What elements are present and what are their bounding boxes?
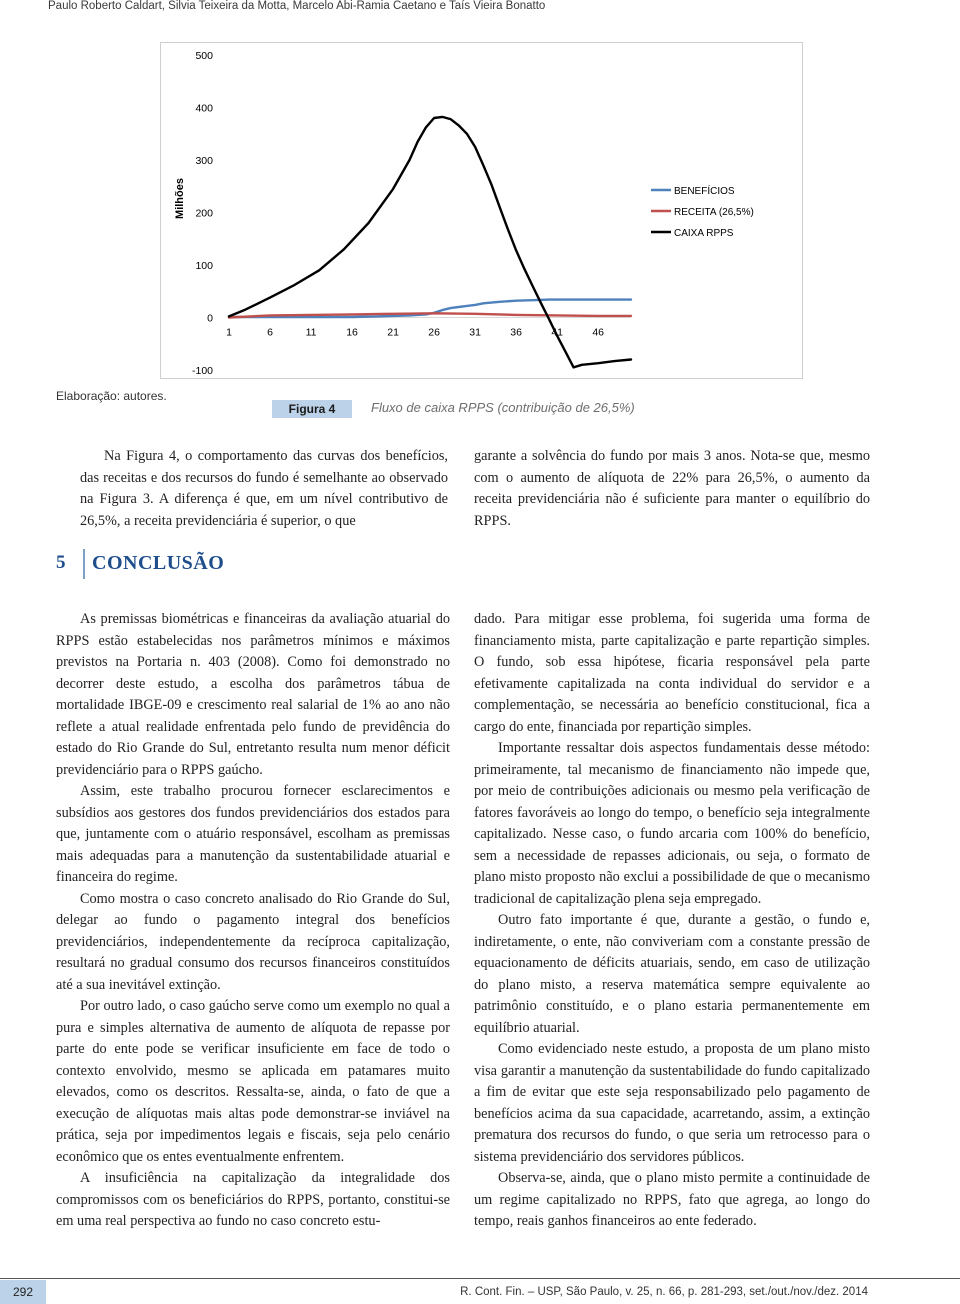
y-tick-label: 0 <box>207 312 213 325</box>
x-tick-label: 36 <box>510 326 522 339</box>
paragraph: Assim, este trabalho procurou fornecer esclarecimentos e subsídios aos gestores dos fundos previdenciários dos estados para que, juntamente com o atuário responsável, escolham as premissas mais adequadas para a manutenção da sustentabilidade atuarial e financeira do regime. <box>56 783 450 885</box>
y-tick-label: -100 <box>191 365 213 377</box>
section-divider <box>83 549 85 579</box>
y-tick-label: 100 <box>195 260 213 272</box>
paragraph: Observa-se, ainda, que o plano misto permite a continuidade de um regime capitalizado no RPPS, fato que agrega, ao longo do tempo, reais ganhos financeiros ao ente federado. <box>474 1170 870 1229</box>
y-axis-label: Milhões <box>174 178 186 219</box>
paragraph: A insuficiência na capitalização da integralidade dos compromissos com os beneficiários do RPPS, portanto, constitui-se em uma real perspectiva ao fundo no caso concreto estu- <box>56 1170 450 1229</box>
top-right-column <box>474 446 870 532</box>
figure-label: Figura 4 <box>272 400 352 418</box>
paragraph: Na Figura 4, o comportamento das curvas dos benefícios, das receitas e dos recursos do fundo é semelhante ao observado na Figura 3. A diferença é que, em um nível contributivo de 26,5%, a receita previdenciária é superior, o que <box>80 448 448 529</box>
paragraph: As premissas biométricas e financeiras da avaliação atuarial do RPPS estão estabelecidas nos parâmetros mínimos e máximos previstos na Portaria n. 403 (2008). Como foi demonstrado no decorrer deste estudo, a escolha dos parâmetros tábua de mortalidade IBGE-09 e crescimento real salarial de 1% ao ano não reflete a atual realidade enfrentada pelo fundo de previdência do estado do Rio Grande do Sul, entretanto resulta num menor déficit previdenciário para o RPPS gaúcho. <box>56 611 450 778</box>
paragraph: Outro fato importante é que, durante a gestão, o fundo e, indiretamente, o ente, não conviveriam com a constante pressão de equacionamento de déficits atuariais, sendo, em caso de utilização do plano misto, a reserva matemática sempre equivalente ao patrimônio constituído, e o plano estaria permanentemente em equilíbrio atuarial. <box>474 912 870 1036</box>
journal-citation: R. Cont. Fin. – USP, São Paulo, v. 25, n. 66, p. 281-293, set./out./nov./dez. 2014 <box>460 1286 868 1298</box>
page-number: 292 <box>0 1280 46 1304</box>
section-title: CONCLUSÃO <box>92 552 225 574</box>
paragraph: garante a solvência do fundo por mais 3 anos. Nota-se que, mesmo com o aumento de alíquota de 22% para 26,5%, o aumento da receita previdenciária não é suficiente para manter o equilíbrio do RPPS. <box>474 448 870 529</box>
footer-rule <box>0 1278 960 1279</box>
y-tick-label: 200 <box>195 207 213 220</box>
y-tick-label: 300 <box>195 155 213 167</box>
y-tick-label: 500 <box>195 50 213 62</box>
x-tick-label: 16 <box>346 326 358 339</box>
x-tick-label: 31 <box>469 326 481 339</box>
paragraph: dado. Para mitigar esse problema, foi sugerida uma forma de financiamento mista, parte capitalização e parte repartição simples. O fundo, sob essa hipótese, ficaria responsável pela parte efetivamente capitalizada na conta individual do servidor e a complementação, se necessária ao benefício constitucional, fica a cargo do ente, financiada por repartição simples. <box>474 611 870 735</box>
legend-label: CAIXA RPPS <box>674 228 734 239</box>
paragraph: Importante ressaltar dois aspectos fundamentais desse método: primeiramente, tal mecanismo de financiamento não impede que, por meio de contribuições adicionais ou mesmo pela verificação de fatores favoráveis ao longo do tempo, o benefício seja integralmente capitalizado. Nesse caso, o fundo arcaria com 100% do benefício, sem a necessidade de repasses adicionais, ou seja, o formato de plano misto proposto não exclui a possibilidade de que o mecanismo tradicional de capitalização plena seja empregado. <box>474 740 870 907</box>
figure-credit: Elaboração: autores. <box>56 389 167 403</box>
x-tick-label: 1 <box>226 326 232 339</box>
x-tick-label: 21 <box>387 326 399 339</box>
top-left-column <box>80 446 448 532</box>
section-number: 5 <box>56 552 66 573</box>
running-head-authors: Paulo Roberto Caldart, Silvia Teixeira da Motta, Marcelo Abi-Ramia Caetano e Taís Vieira Bonatto <box>48 0 546 12</box>
body-right-column <box>474 609 870 1233</box>
legend-label: BENEFÍCIOS <box>674 186 735 197</box>
figure-4-chart <box>160 42 803 379</box>
legend-label: RECEITA (26,5%) <box>674 207 754 218</box>
x-tick-label: 46 <box>592 326 605 339</box>
paragraph: Por outro lado, o caso gaúcho serve como um exemplo no qual a pura e simples alternativa de aumento de alíquota de repasse por parte do ente pode se verificar insuficiente em face de todo o contexto envolvido, mesmo se aplicada em patamares muito elevados, como os descritos. Ressalta-se, ainda, o fato de que a execução de alíquotas mais altas pode demonstrar-se inviável na prática, seja por impedimentos legais e fiscais, seja pelo cenário econômico que os entes eventualmente enfrentem. <box>56 998 450 1165</box>
paragraph: Como mostra o caso concreto analisado do Rio Grande do Sul, delegar ao fundo o pagamento integral dos benefícios previdenciários, independentemente da recíproca capitalização, resultará no gradual consumo dos recursos financeiros constituídos até a sua inevitável extinção. <box>56 890 450 993</box>
chart-svg <box>161 43 802 378</box>
x-tick-label: 26 <box>428 326 440 339</box>
x-tick-label: 11 <box>305 326 317 339</box>
x-tick-label: 41 <box>551 326 564 339</box>
body-left-column <box>56 609 450 1233</box>
y-tick-label: 400 <box>195 102 213 115</box>
figure-title: Fluxo de caixa RPPS (contribuição de 26,5%) <box>371 400 635 415</box>
paragraph: Como evidenciado neste estudo, a proposta de um plano misto visa garantir a manutenção da sustentabilidade do fundo capitalizado a fim de evitar que este seja responsabilizado pelo pagamento de benefícios acima da sua capacidade, acarretando, assim, a extinção prematura dos recursos do fundo, o que seria um retrocesso para o sistema previdenciário dos servidores públicos. <box>474 1041 870 1165</box>
x-tick-label: 6 <box>267 326 273 339</box>
